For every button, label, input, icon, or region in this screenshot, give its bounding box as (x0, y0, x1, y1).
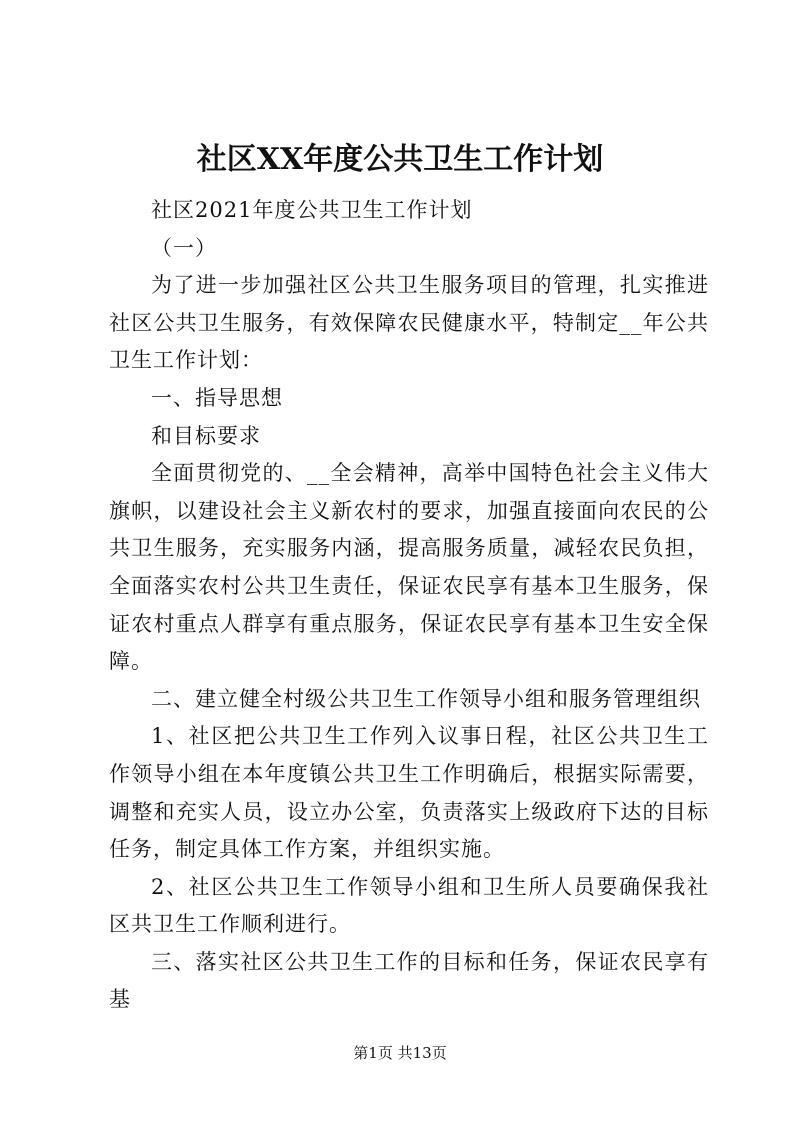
paragraph-subtitle: 社区2021年度公共卫生工作计划 (151, 198, 473, 222)
heading-organization: 二、建立健全村级公共卫生工作领导小组和服务管理组织 (151, 686, 701, 711)
page-footer: 第1页 共13页 (353, 1044, 447, 1062)
heading-guiding-thought: 一、指导思想 (151, 385, 283, 410)
paragraph-item-2: 2、社区公共卫生工作领导小组和卫生所人员要确保我社区共卫生工作顺利进行。 (109, 874, 709, 937)
document-title: 社区XX年度公共卫生工作计划 (196, 142, 604, 177)
heading-goals: 和目标要求 (151, 423, 261, 448)
document-body (109, 192, 709, 1019)
paragraph-item-1: 1、社区把公共卫生工作列入议事日程，社区公共卫生工作领导小组在本年度镇公共卫生工作明确后，根据实际需要，调整和充实人员，设立办公室，负责落实上级政府下达的目标任务，制定具体工作方案，并组织实施。 (109, 724, 709, 862)
paragraph-guiding-content: 全面贯彻党的、__全会精神，高举中国特色社会主义伟大旗帜，以建设社会主义新农村的要求，加强直接面向农民的公共卫生服务，充实服务内涵，提高服务质量，减轻农民负担，全面落实农村公共卫生责任，保证农民享有基本卫生服务，保证农村重点人群享有重点服务，保证农民享有基本卫生安全保障。 (109, 461, 709, 674)
paragraph-intro: 为了进一步加强社区公共卫生服务项目的管理，扎实推进社区公共卫生服务，有效保障农民健康水平，特制定__年公共卫生工作计划： (109, 273, 709, 373)
paragraph-section-number: （一） (151, 235, 217, 260)
heading-goals-tasks: 三、落实社区公共卫生工作的目标和任务，保证农民享有基 (109, 949, 709, 1012)
